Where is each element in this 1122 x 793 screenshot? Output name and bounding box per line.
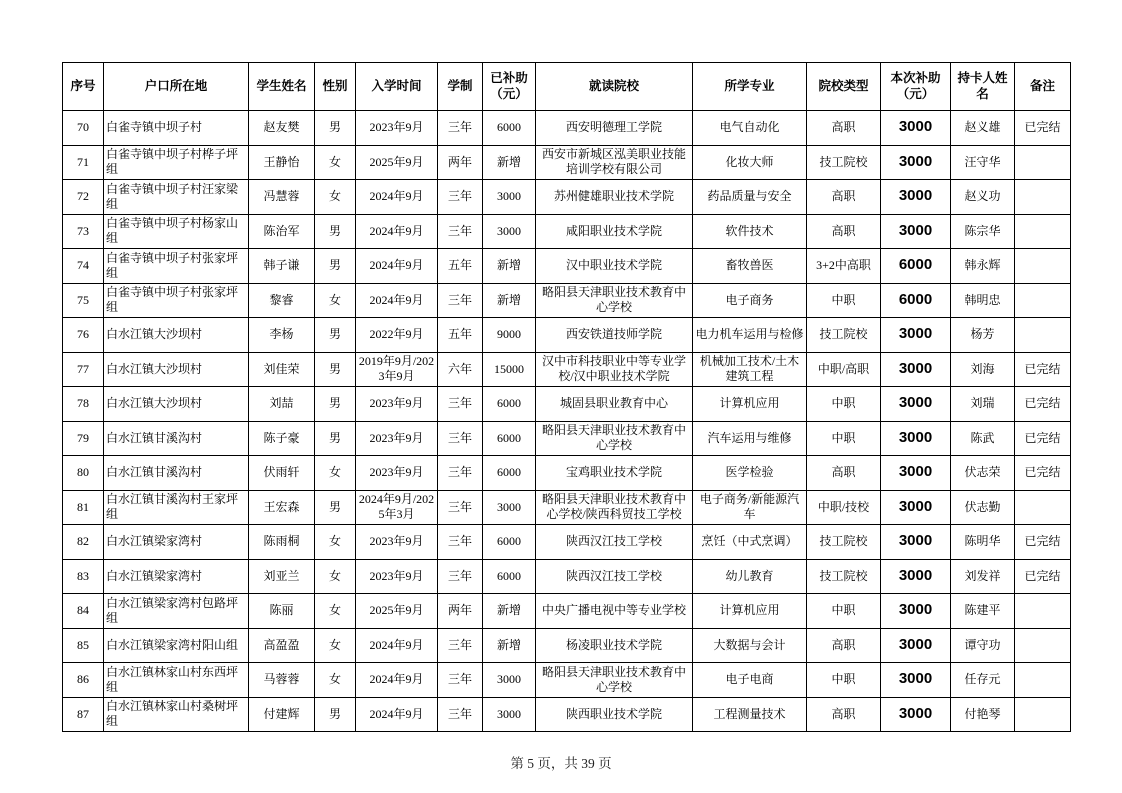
table-cell: 陈丽 <box>249 594 315 629</box>
table-cell: 中职 <box>807 283 881 318</box>
table-cell: 男 <box>315 490 356 525</box>
table-cell: 陕西职业技术学院 <box>536 697 693 732</box>
table-cell: 三年 <box>438 214 483 249</box>
table-cell: 冯慧蓉 <box>249 180 315 215</box>
table-cell: 略阳县天津职业技术教育中心学校 <box>536 421 693 456</box>
header-cell-school-type: 院校类型 <box>807 63 881 111</box>
table-cell: 三年 <box>438 525 483 560</box>
table-cell: 杨芳 <box>951 318 1015 353</box>
table-cell: 新增 <box>483 283 536 318</box>
table-cell: 伏雨轩 <box>249 456 315 491</box>
table-cell: 陈雨桐 <box>249 525 315 560</box>
table-cell: 3000 <box>881 421 951 456</box>
table-cell: 3000 <box>881 456 951 491</box>
table-row <box>63 663 1071 698</box>
table-cell: 3000 <box>881 594 951 629</box>
table-cell: 汉中市科技职业中等专业学校/汉中职业技术学院 <box>536 352 693 387</box>
table-row <box>63 283 1071 318</box>
table-cell: 白水江镇梁家湾村 <box>104 525 249 560</box>
table-cell: 三年 <box>438 628 483 663</box>
table-cell: 2024年9月 <box>356 283 438 318</box>
table-cell: 咸阳职业技术学院 <box>536 214 693 249</box>
table-cell: 陈子豪 <box>249 421 315 456</box>
table-cell: 中央广播电视中等专业学校 <box>536 594 693 629</box>
table-cell: 86 <box>63 663 104 698</box>
table-cell: 略阳县天津职业技术教育中心学校 <box>536 663 693 698</box>
table-cell: 男 <box>315 387 356 422</box>
table-cell: 幼儿教育 <box>693 559 807 594</box>
table-cell: 高职 <box>807 180 881 215</box>
table-cell: 中职 <box>807 594 881 629</box>
table-cell: 新增 <box>483 249 536 284</box>
table-cell: 三年 <box>438 421 483 456</box>
table-cell: 李杨 <box>249 318 315 353</box>
table-cell <box>1015 180 1071 215</box>
table-cell: 技工院校 <box>807 145 881 180</box>
table-row <box>63 456 1071 491</box>
table-cell: 六年 <box>438 352 483 387</box>
table-cell: 陕西汉江技工学校 <box>536 525 693 560</box>
table-cell: 3000 <box>881 697 951 732</box>
table-cell: 韩子谦 <box>249 249 315 284</box>
table-cell: 女 <box>315 663 356 698</box>
header-cell-index: 序号 <box>63 63 104 111</box>
table-cell: 3000 <box>881 525 951 560</box>
table-cell: 白雀寺镇中坝子村桦子坪组 <box>104 145 249 180</box>
table-cell: 畜牧兽医 <box>693 249 807 284</box>
table-cell: 三年 <box>438 559 483 594</box>
table-cell: 三年 <box>438 490 483 525</box>
table-cell <box>1015 249 1071 284</box>
header-cell-current-subsidy: 本次补助（元） <box>881 63 951 111</box>
table-cell: 中职 <box>807 663 881 698</box>
table-cell: 陈武 <box>951 421 1015 456</box>
table-cell: 略阳县天津职业技术教育中心学校 <box>536 283 693 318</box>
table-cell: 3000 <box>881 318 951 353</box>
table-row <box>63 318 1071 353</box>
table-cell: 80 <box>63 456 104 491</box>
table-cell: 3000 <box>483 697 536 732</box>
table-cell: 杨凌职业技术学院 <box>536 628 693 663</box>
table-cell: 五年 <box>438 318 483 353</box>
table-row <box>63 628 1071 663</box>
table-cell: 机械加工技术/土木建筑工程 <box>693 352 807 387</box>
table-cell: 女 <box>315 283 356 318</box>
table-cell: 韩明忠 <box>951 283 1015 318</box>
table-cell: 付艳琴 <box>951 697 1015 732</box>
table-cell: 2023年9月 <box>356 421 438 456</box>
table-cell: 男 <box>315 352 356 387</box>
table-cell: 韩永辉 <box>951 249 1015 284</box>
table-cell: 2024年9月 <box>356 180 438 215</box>
table-cell: 大数据与会计 <box>693 628 807 663</box>
table-row <box>63 525 1071 560</box>
table-cell: 技工院校 <box>807 559 881 594</box>
table-cell: 2023年9月 <box>356 559 438 594</box>
table-row <box>63 111 1071 146</box>
table-cell: 三年 <box>438 697 483 732</box>
table-cell <box>1015 697 1071 732</box>
header-cell-major: 所学专业 <box>693 63 807 111</box>
table-row <box>63 180 1071 215</box>
table-cell: 谭守功 <box>951 628 1015 663</box>
table-cell: 两年 <box>438 594 483 629</box>
table-cell: 陈治军 <box>249 214 315 249</box>
table-cell: 73 <box>63 214 104 249</box>
table-cell: 任存元 <box>951 663 1015 698</box>
table-cell: 刘海 <box>951 352 1015 387</box>
table-cell: 中职 <box>807 421 881 456</box>
table-cell <box>1015 663 1071 698</box>
table-cell: 白水江镇梁家湾村 <box>104 559 249 594</box>
table-cell: 陈明华 <box>951 525 1015 560</box>
table-cell: 2023年9月 <box>356 111 438 146</box>
table-cell: 3000 <box>881 387 951 422</box>
table-cell: 女 <box>315 559 356 594</box>
table-cell: 男 <box>315 421 356 456</box>
table-cell: 女 <box>315 525 356 560</box>
table-cell: 15000 <box>483 352 536 387</box>
table-cell: 女 <box>315 145 356 180</box>
table-cell: 电子商务/新能源汽车 <box>693 490 807 525</box>
table-cell: 西安铁道技师学院 <box>536 318 693 353</box>
table-cell: 三年 <box>438 180 483 215</box>
table-cell: 中职 <box>807 387 881 422</box>
table-cell: 高盈盈 <box>249 628 315 663</box>
table-row <box>63 352 1071 387</box>
table-cell: 2024年9月 <box>356 697 438 732</box>
table-cell: 中职/技校 <box>807 490 881 525</box>
table-row <box>63 214 1071 249</box>
table-cell: 2023年9月 <box>356 387 438 422</box>
table-cell <box>1015 283 1071 318</box>
table-cell: 新增 <box>483 145 536 180</box>
table-cell <box>1015 594 1071 629</box>
table-cell <box>1015 214 1071 249</box>
table-cell: 2022年9月 <box>356 318 438 353</box>
table-cell: 男 <box>315 111 356 146</box>
table-cell <box>1015 145 1071 180</box>
table-cell: 赵义功 <box>951 180 1015 215</box>
table-cell: 76 <box>63 318 104 353</box>
table-cell: 77 <box>63 352 104 387</box>
table-cell: 已完结 <box>1015 456 1071 491</box>
table-cell: 三年 <box>438 663 483 698</box>
table-cell: 白水江镇大沙坝村 <box>104 387 249 422</box>
table-cell: 医学检验 <box>693 456 807 491</box>
table-cell: 白水江镇梁家湾村阳山组 <box>104 628 249 663</box>
table-cell: 计算机应用 <box>693 387 807 422</box>
table-cell: 3000 <box>881 663 951 698</box>
table-cell <box>1015 628 1071 663</box>
table-cell: 工程测量技术 <box>693 697 807 732</box>
table-cell: 3000 <box>881 352 951 387</box>
table-cell: 3000 <box>483 180 536 215</box>
header-cell-residence: 户口所在地 <box>104 63 249 111</box>
table-cell: 高职 <box>807 111 881 146</box>
table-row <box>63 145 1071 180</box>
table-row <box>63 387 1071 422</box>
table-cell: 白水江镇甘溪沟村王家坪组 <box>104 490 249 525</box>
table-cell: 6000 <box>483 559 536 594</box>
table-cell: 三年 <box>438 283 483 318</box>
table-cell: 陈宗华 <box>951 214 1015 249</box>
table-cell: 药品质量与安全 <box>693 180 807 215</box>
table-cell: 黎睿 <box>249 283 315 318</box>
table-cell: 3000 <box>881 111 951 146</box>
table-cell: 3000 <box>881 214 951 249</box>
table-cell: 付建辉 <box>249 697 315 732</box>
table-cell: 81 <box>63 490 104 525</box>
table-cell: 3000 <box>483 214 536 249</box>
table-cell: 白水江镇林家山村东西坪组 <box>104 663 249 698</box>
table-cell: 白水江镇大沙坝村 <box>104 318 249 353</box>
table-cell: 75 <box>63 283 104 318</box>
table-cell: 白水江镇甘溪沟村 <box>104 456 249 491</box>
table-row <box>63 559 1071 594</box>
table-cell: 赵义雄 <box>951 111 1015 146</box>
table-cell: 女 <box>315 628 356 663</box>
table-cell: 3000 <box>483 490 536 525</box>
table-cell: 2024年9月/2025年3月 <box>356 490 438 525</box>
table-row <box>63 249 1071 284</box>
table-cell: 略阳县天津职业技术教育中心学校/陕西科贸技工学校 <box>536 490 693 525</box>
table-cell: 高职 <box>807 628 881 663</box>
table-cell: 苏州健雄职业技术学院 <box>536 180 693 215</box>
table-cell: 72 <box>63 180 104 215</box>
table-cell: 技工院校 <box>807 525 881 560</box>
table-cell: 刘瑞 <box>951 387 1015 422</box>
table-cell <box>1015 318 1071 353</box>
table-cell: 女 <box>315 594 356 629</box>
table-cell: 五年 <box>438 249 483 284</box>
table-cell: 82 <box>63 525 104 560</box>
table-cell <box>1015 490 1071 525</box>
table-cell: 3000 <box>881 145 951 180</box>
table-cell: 6000 <box>881 249 951 284</box>
table-cell: 王静怡 <box>249 145 315 180</box>
header-row <box>63 63 1071 111</box>
table-cell: 烹饪（中式烹调） <box>693 525 807 560</box>
table-body <box>63 111 1071 732</box>
table-cell: 宝鸡职业技术学院 <box>536 456 693 491</box>
table-cell: 刘亚兰 <box>249 559 315 594</box>
table-cell: 伏志勤 <box>951 490 1015 525</box>
table-cell: 刘发祥 <box>951 559 1015 594</box>
table-cell: 已完结 <box>1015 352 1071 387</box>
table-cell: 白雀寺镇中坝子村 <box>104 111 249 146</box>
table-cell: 3000 <box>881 628 951 663</box>
header-cell-enroll-date: 入学时间 <box>356 63 438 111</box>
table-cell: 新增 <box>483 594 536 629</box>
table-cell: 已完结 <box>1015 387 1071 422</box>
table-cell: 85 <box>63 628 104 663</box>
table-cell: 6000 <box>483 456 536 491</box>
table-cell: 9000 <box>483 318 536 353</box>
table-cell: 74 <box>63 249 104 284</box>
table-cell: 男 <box>315 214 356 249</box>
header-cell-cardholder: 持卡人姓名 <box>951 63 1015 111</box>
table-cell: 2024年9月 <box>356 214 438 249</box>
table-row <box>63 490 1071 525</box>
table-cell: 电力机车运用与检修 <box>693 318 807 353</box>
table-cell: 白水江镇大沙坝村 <box>104 352 249 387</box>
table-cell: 2025年9月 <box>356 594 438 629</box>
table-cell: 电气自动化 <box>693 111 807 146</box>
table-cell: 79 <box>63 421 104 456</box>
table-cell: 马蓉蓉 <box>249 663 315 698</box>
table-cell: 男 <box>315 249 356 284</box>
table-cell: 男 <box>315 318 356 353</box>
table-cell: 三年 <box>438 456 483 491</box>
table-cell: 已完结 <box>1015 559 1071 594</box>
table-cell: 高职 <box>807 456 881 491</box>
table-row <box>63 594 1071 629</box>
table-cell: 3+2中高职 <box>807 249 881 284</box>
table-cell: 已完结 <box>1015 421 1071 456</box>
table-cell: 白水江镇林家山村桑树坪组 <box>104 697 249 732</box>
table-cell: 男 <box>315 697 356 732</box>
table-cell: 2024年9月 <box>356 628 438 663</box>
table-cell: 女 <box>315 180 356 215</box>
table-cell: 71 <box>63 145 104 180</box>
header-cell-student-name: 学生姓名 <box>249 63 315 111</box>
table-cell: 新增 <box>483 628 536 663</box>
table-cell: 电子电商 <box>693 663 807 698</box>
table-cell: 白水江镇梁家湾村包路坪组 <box>104 594 249 629</box>
table-cell: 2023年9月 <box>356 456 438 491</box>
table-cell: 城固县职业教育中心 <box>536 387 693 422</box>
table-cell: 6000 <box>483 525 536 560</box>
header-cell-prior-subsidy: 已补助（元） <box>483 63 536 111</box>
table-cell: 刘喆 <box>249 387 315 422</box>
table-cell: 6000 <box>483 421 536 456</box>
table-cell: 6000 <box>483 387 536 422</box>
table-cell: 伏志荣 <box>951 456 1015 491</box>
table-cell: 汪守华 <box>951 145 1015 180</box>
header-cell-remarks: 备注 <box>1015 63 1071 111</box>
header-cell-gender: 性别 <box>315 63 356 111</box>
table-cell: 2025年9月 <box>356 145 438 180</box>
table-cell: 70 <box>63 111 104 146</box>
table-cell: 白雀寺镇中坝子村汪家梁组 <box>104 180 249 215</box>
table-row <box>63 421 1071 456</box>
table-cell: 高职 <box>807 214 881 249</box>
table-cell: 女 <box>315 456 356 491</box>
table-cell: 刘佳荣 <box>249 352 315 387</box>
table-cell: 陈建平 <box>951 594 1015 629</box>
table-cell: 已完结 <box>1015 111 1071 146</box>
table-cell: 计算机应用 <box>693 594 807 629</box>
table-cell: 3000 <box>483 663 536 698</box>
table-cell: 3000 <box>881 490 951 525</box>
table-cell: 2023年9月 <box>356 525 438 560</box>
table-cell: 王宏森 <box>249 490 315 525</box>
header-cell-duration: 学制 <box>438 63 483 111</box>
table-cell: 三年 <box>438 111 483 146</box>
page-number-footer: 第 5 页，共 39 页 <box>510 756 612 771</box>
table-cell: 三年 <box>438 387 483 422</box>
table-cell: 电子商务 <box>693 283 807 318</box>
table-cell: 已完结 <box>1015 525 1071 560</box>
table-cell: 化妆大师 <box>693 145 807 180</box>
table-cell: 2024年9月 <box>356 249 438 284</box>
table-cell: 汉中职业技术学院 <box>536 249 693 284</box>
table-cell: 白雀寺镇中坝子村杨家山组 <box>104 214 249 249</box>
table-cell: 西安明德理工学院 <box>536 111 693 146</box>
table-cell: 高职 <box>807 697 881 732</box>
table-cell: 2024年9月 <box>356 663 438 698</box>
table-cell: 陕西汉江技工学校 <box>536 559 693 594</box>
table-cell: 3000 <box>881 180 951 215</box>
table-cell: 两年 <box>438 145 483 180</box>
table-header <box>63 63 1071 111</box>
table-cell: 白雀寺镇中坝子村张家坪组 <box>104 249 249 284</box>
table-cell: 78 <box>63 387 104 422</box>
table-cell: 83 <box>63 559 104 594</box>
table-cell: 87 <box>63 697 104 732</box>
table-cell: 白雀寺镇中坝子村张家坪组 <box>104 283 249 318</box>
table-cell: 西安市新城区泓美职业技能培训学校有限公司 <box>536 145 693 180</box>
header-cell-school: 就读院校 <box>536 63 693 111</box>
table-cell: 中职/高职 <box>807 352 881 387</box>
table-cell: 赵友樊 <box>249 111 315 146</box>
table-cell: 技工院校 <box>807 318 881 353</box>
table-cell: 6000 <box>483 111 536 146</box>
table-cell: 软件技术 <box>693 214 807 249</box>
table-cell: 2019年9月/2023年9月 <box>356 352 438 387</box>
table-cell: 6000 <box>881 283 951 318</box>
table-row <box>63 697 1071 732</box>
table-cell: 汽车运用与维修 <box>693 421 807 456</box>
table-cell: 3000 <box>881 559 951 594</box>
subsidy-table <box>62 62 1071 732</box>
table-cell: 84 <box>63 594 104 629</box>
table-cell: 白水江镇甘溪沟村 <box>104 421 249 456</box>
